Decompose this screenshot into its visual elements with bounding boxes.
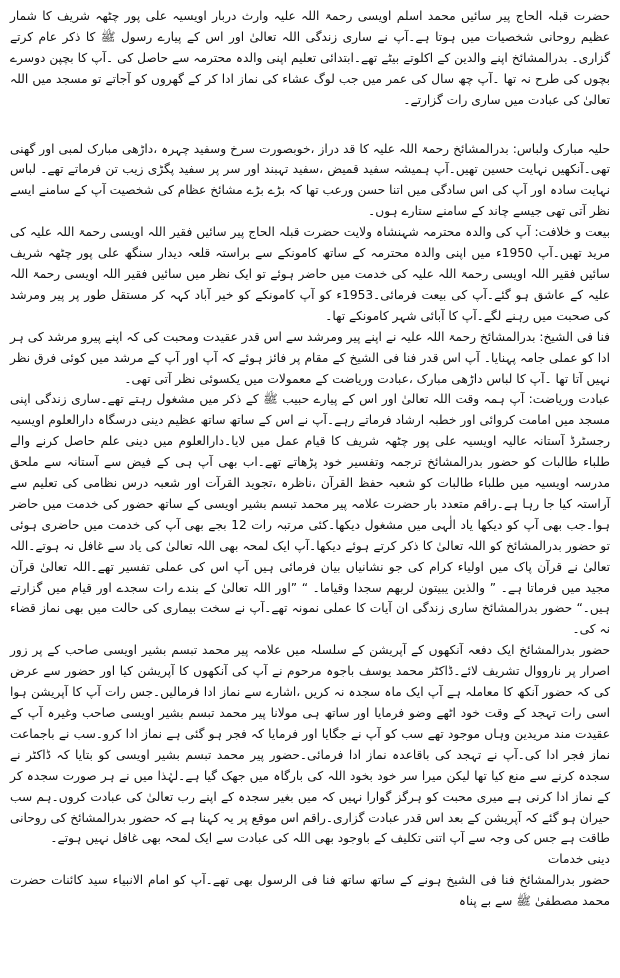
- section-heading: دینی خدمات: [547, 852, 610, 867]
- closing-paragraph: حضور بدرالمشائخ فنا فی الشیخ ہونے کے ساتھ ساتھ فنا فی الرسول بھی تھے۔آپ کو امام الانبیاء سید کائنات حضرت محمد مصطفیٰ ﷺ سے بے پناہ: [10, 873, 610, 909]
- appearance-paragraph: حلیہ مبارک ولباس: بدرالمشائخ رحمۃ اللہ علیہ کا قد دراز ،خوبصورت سرخ وسفید چہرہ ،داڑھی مبارک لمبی اور گھنی تھی۔آنکھیں نہایت حسین تھیں۔آپ ہمیشہ سفید قمیض ،سفید تہبند اور سر پر سفید پگڑی زیب تن فرماتے تھے۔ لباس نہایت سادہ اور آپ کی اس سادگی میں اتنا حسن ورعب تھا کہ بڑے بڑے مشائخ عظام کی شخصیت آپ کے سامنے ایسے نظر آتی تھی جیسے چاند کے سامنے ستارے ہوں۔: [10, 141, 610, 219]
- worship-paragraph: عبادت وریاضت: آپ ہمہ وقت اللہ تعالیٰ اور اس کے پیارے حبیب ﷺ کے ذکر میں مشغول رہتے تھے۔ساری زندگی اپنی مسجد میں امامت کروائی اور خطبہ ارشاد فرماتے رہے۔آپ نے اس کے ساتھ ساتھ عظیم دینی درسگاہ دارالعلوم اویسیہ رجسٹرڈ آستانہ عالیہ اویسیہ علی پور چٹھہ شریف کا قیام عمل میں لایا۔دارالعلوم میں دینی علم حاصل کرنے والے طلباء طالبات کو حضور بدرالمشائخ ترجمہ وتفسیر خود پڑھاتے تھے۔اب بھی آپ ہی کے فیض سے آستانہ سے ملحق مدرسہ اویسیہ میں طلباء طالبات کو شعبہ حفظ القرآن ،ناظرہ ،تجوید القرآت اور شعبہ درس نظامی کی تعلیم سے آراستہ کیا جا رہا ہے۔راقم متعدد بار حضرت علامہ پیر محمد تبسم بشیر اویسی کے ساتھ حضور کی خدمت میں حاضر ہوا۔جب بھی آپ کو دیکھا یاد الٰہی میں مشغول دیکھا۔کئی مرتبہ رات 12 بجے بھی آپ کی خدمت میں حاضری ہوئی تو حضور بدرالمشائخ کو اللہ تعالیٰ کا ذکر کرتے ہوئے دیکھا۔آپ ایک لمحہ بھی اللہ تعالیٰ کی یاد سے غافل نہ ہوتے۔اللہ تعالیٰ نے قرآن پاک میں اولیاء کرام کی جو نشانیاں بیان فرمائی ہیں آپ اس کی عملی تفسیر تھے۔اللہ تعالیٰ قرآن مجید میں فرماتا ہے۔ ” والذین یبیتون لربھم سجدا وقیاما۔ “ ”اور اللہ تعالیٰ کے بندے رات سجدے اور قیام میں گزارتے ہیں۔“ حضور بدرالمشائخ ساری زندگی ان آیات کا عملی نمونہ تھے۔آپ نے سخت بیماری کی حالت میں بھی نماز قضاء نہ کی۔: [10, 392, 610, 637]
- allegiance-paragraph: بیعت و خلافت: آپ کی والدہ محترمہ شہنشاہ ولایت حضرت قبلہ الحاج پیر سائیں فقیر اللہ اویسی رحمۃ اللہ علیہ کی مرید تھیں۔آپ 1950ء میں اپنی والدہ محترمہ کے ساتھ کامونکے سے براستہ قلعہ دیدار سنگھ علی پور چٹھہ شریف سائیں فقیر اللہ اویسی رحمۃ اللہ علیہ کی خدمت میں حاضر ہوئے تو ایک نظر میں سائیں فقیر اللہ اویسی رحمۃ اللہ علیہ کے عاشق ہو گئے۔آپ کی بیعت فرمائی۔1953ء کو آپ کامونکے کو خیر آباد کہہ کر مستقل طور پر پیر ومرشد کی صحبت میں رہنے لگے۔آپ کا آبائی شہر کامونکے تھا۔: [10, 225, 611, 323]
- intro-paragraph: حضرت قبلہ الحاج پیر سائیں محمد اسلم اویسی رحمۃ اللہ علیہ وارث دربار اویسیہ علی پور چٹھہ شریف کا شمار عظیم روحانی شخصیات میں ہوتا ہے۔آپ نے ساری زندگی اللہ تعالیٰ اور اس کے پیارے رسول ﷺ کا ذکر عام کرتے گزاری۔ بدرالمشائخ اپنے والدین کے اکلوتے بیٹے تھے۔ابتدائی تعلیم اپنی والدہ محترمہ سے حاصل کی ۔آپ کا بچپن دوسرے بچوں کی طرح نہ تھا ۔آپ چھ سال کی عمر میں جب لوگ عشاء کی نماز ادا کر کے گھروں کو آجاتے تو مسجد میں اللہ تعالیٰ کی عبادت میں ساری رات گزارتے۔: [10, 9, 610, 107]
- surgery-paragraph: حضور بدرالمشائخ ایک دفعہ آنکھوں کے آپریشن کے سلسلہ میں علامہ پیر محمد تبسم بشیر اویسی صاحب کے پر زور اصرار پر نارووال تشریف لائے۔ڈاکٹر محمد یوسف باجوہ مرحوم نے آپ کی آنکھوں کا آپریشن کیا اور حضور سے عرض کی کہ حضور آنکھ کا معاملہ ہے آپ ایک ماہ سجدہ نہ کریں ،اشارے سے نماز ادا فرمالیں۔جس رات آپ کا آپریشن ہوا اسی رات تہجد کے وقت خود اٹھے وضو فرمایا اور ساتھ ہی مولانا پیر محمد تبسم بشیر اویسی صاحب وغیرہ آپ کے عقیدت مند مریدین وہاں موجود تھے سب کو آپ نے جگایا اور فرمایا کہ فجر ہو گئی ہے نماز ادا کرو۔سب نے باجماعت نماز فجر ادا کی۔آپ نے تہجد کی باقاعدہ نماز ادا فرمائی۔حضور پیر محمد تبسم بشیر اویسی کو بتایا کہ ڈاکٹر نے سجدہ کرنے سے منع کیا تھا لیکن میرا سر خود بخود اللہ کی بارگاہ میں جھک گیا ہے۔لہٰذا میں نے ہر صورت سجدہ کر کے نماز ادا کرنی ہے میری محبت کو ہرگز گوارا نہیں کہ میں بغیر سجدہ کے اپنے رب تعالیٰ کی عبادت کروں۔ہم سب حیران ہو گئے کہ آپریشن کے بعد اس قدر عبادت گزاری۔راقم اس موقع پر یہ کہنا ہے کہ حضور بدرالمشائخ کی روحانی طاقت ہے جس کی وجہ سے آپ اتنی تکلیف کے باوجود بھی اللہ کی عبادت سے ایک لمحہ بھی غافل نہیں ہوتے۔: [10, 643, 610, 846]
- devotion-paragraph: فنا فی الشیخ: بدرالمشائخ رحمۃ اللہ علیہ نے اپنے پیر ومرشد سے اس قدر عقیدت ومحبت کی کہ اپنے پیرو مرشد کی ہر ادا کو عملی جامہ پہنایا۔ آپ اس قدر فنا فی الشیخ کے مقام پر فائز ہوئے کہ آپ اور آپ کے مرشد میں کوئی فرق نظر نہیں آتا تھا ۔آپ کا لباس داڑھی مبارک ،عبادت وریاضت کے معمولات میں یکسوئی نظر آتی تھی۔: [10, 329, 610, 386]
- paragraph-spacer: [10, 111, 610, 139]
